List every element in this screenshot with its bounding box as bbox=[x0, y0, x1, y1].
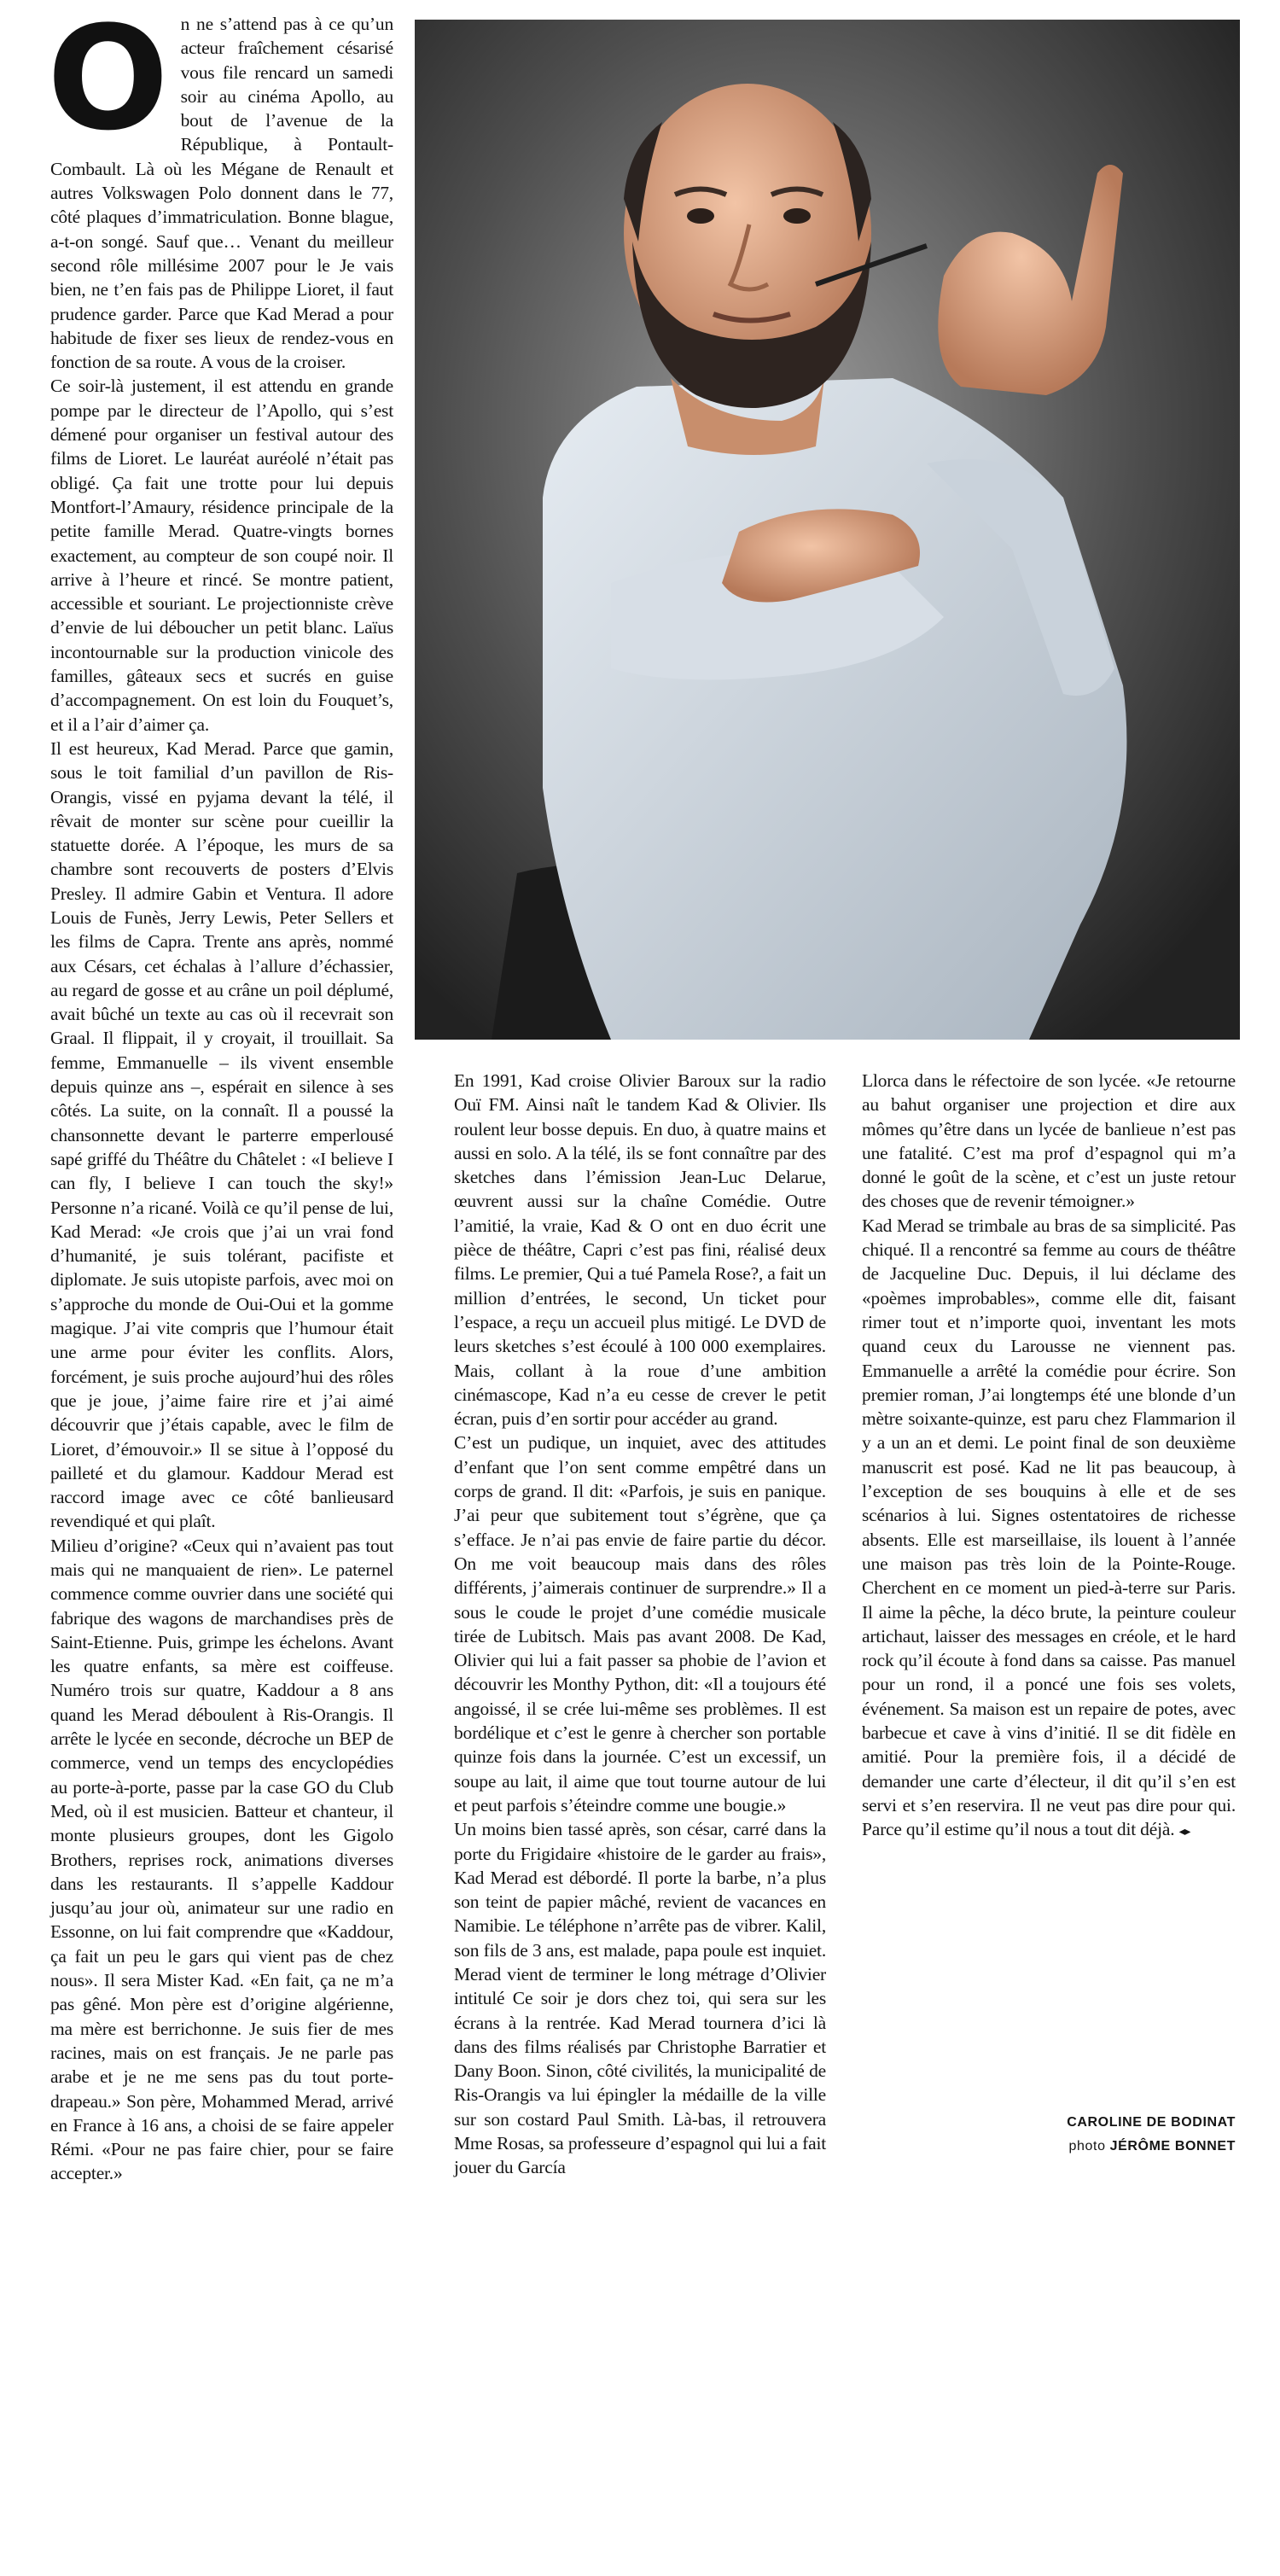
paragraph: n ne s’attend pas à ce qu’un acteur fraîchement césarisé vous file rencard un samedi soir au cinéma Apollo, au bout de l’avenue de la République, à Pontault-Combault. Là où les Mégane de Renault et autres Volkswagen Polo donnent dans le 77, côté plaques d’immatriculation. Bonne blague, a-t-on songé. Sauf que… Venant du meilleur second rôle millésime 2007 pour le Je vais bien, ne t’en fais pas de Philippe Lioret, il faut prudence garder. Parce que Kad Merad a pour habitude de fixer ses lieux de rendez-vous en fonction de sa route. A vous de la croiser. bbox=[50, 14, 393, 373]
end-mark-icon: ◂▸ bbox=[1178, 1826, 1191, 1839]
paragraph: Ce soir-là justement, il est attendu en grande pompe par le directeur de l’Apollo, qui s’est démené pour organiser un festival autour des films de Lioret. Le lauréat auréolé n’était pas obligé. Ça fait une trotte pour lui depuis Montfort-l’Amaury, résidence principale de la petite famille Merad. Quatre-vingts bornes exactement, au compteur de son coupé noir. Il arrive à l’heure et rincé. Se montre patient, accessible et souriant. Le projectionniste crève d’envie de lui déboucher un petit blanc. Laïus incontournable sur la production vinicole des familles, gâteaux secs et sucrés en guise d’accompagnement. On est loin du Fouquet’s, et il a l’air d’aimer ça. bbox=[50, 376, 393, 735]
author-credit: CAROLINE DE BODINAT bbox=[1067, 2115, 1236, 2130]
paragraph: Milieu d’origine? «Ceux qui n’avaient pas tout mais qui ne manquaient de rien». Le paternel commence comme ouvrier dans une société qui fabrique des wagons de marchandises près de Saint-Etienne. Puis, grimpe les échelons. Avant les quatre enfants, sa mère est coiffeuse. Numéro trois sur quatre, Kaddour a 8 ans quand les Merad déboulent à Ris-Orangis. Il arrête le lycée en seconde, décroche un BEP de commerce, vend un temps des encyclopédies au porte-à-porte, passe par la case GO du Club Med, où il est musicien. Batteur et chanteur, il monte plusieurs groupes, dont les Gigolo Brothers, reprises rock, animations diverses dans les restaurants. Il s’appelle Kaddour jusqu’au jour où, animateur sur une radio en Essonne, on lui fait comprendre que «Kaddour, ça fait un peu le gars qui vient pas de chez nous». Il sera Mister Kad. «En fait, ça ne m’a pas gêné. Mon père est d’origine algérienne, ma mère est berrichonne. Je suis fier de mes racines, mais on est français. Je ne parle pas arabe et je ne me sens pas du tout porte-drapeau.» Son père, Mohammed Merad, arrivé en France à 16 ans, a choisi de se faire appeler Rémi. «Pour ne pas faire chier, pour se faire accepter.» bbox=[50, 1535, 393, 2184]
paragraph: Un moins bien tassé après, son césar, carré dans la porte du Frigidaire «histoire de le garder au frais», Kad Merad est débordé. Il porte la barbe, n’a plus son teint de papier mâché, revient de vacances en Namibie. Le téléphone n’arrête pas de vibrer. Kalil, son fils de 3 ans, est malade, papa poule est inquiet. Merad vient de terminer le long métrage d’Olivier intitulé Ce soir je dors chez toi, qui sera sur les écrans à la rentrée. Kad Merad tournera d’ici là dans des films réalisés par Christophe Barratier et Dany Boon. Sinon, côté civilités, la municipalité de Ris-Orangis va lui épingler la médaille de la ville sur son costard Paul Smith. Là-bas, il retrouvera Mme Rosas, sa professeure d’espagnol qui lui a fait jouer du García bbox=[454, 1819, 826, 2178]
paragraph: Llorca dans le réfectoire de son lycée. «Je retourne au bahut organiser une projection et dire aux mômes qu’être dans un lycée de banlieue n’est pas une fatalité. C’est ma prof d’espagnol qui m’a donné le goût de la scène, et c’est un juste retour des choses que de revenir témoigner.» bbox=[862, 1070, 1236, 1212]
portrait-photo bbox=[415, 20, 1240, 1040]
photo-credit bbox=[1024, 2139, 1236, 2154]
paragraph: C’est un pudique, un inquiet, avec des attitudes d’enfant que l’on sent comme empêtré dans un corps de grand. Il dit: «Parfois, je suis en panique. J’ai peur que subitement tout s’égrène, que ça s’efface. Je n’ai pas envie de faire partie du décor. On me voit beaucoup mais dans des rôles différents, j’aimerais continuer de surprendre.» Il a sous le coude le projet d’une comédie musicale tirée de Lubitsch. Mais pas avant 2008. De Kad, Olivier qui lui a fait passer sa phobie de l’avion et découvrir les Monthy Python, dit: «Il a toujours été angoissé, il se crée lui-même ses problèmes. Il est bordélique et c’est le genre à chercher son portable quinze fois dans la journée. C’est un excessif, un soupe au lait, il aime que tout tourne autour de lui et peut parfois s’éteindre comme une bougie.» bbox=[454, 1432, 826, 1815]
photo-credit-label: photo bbox=[1068, 2139, 1106, 2153]
article-column-3 bbox=[862, 1069, 1236, 1845]
drop-cap: O bbox=[47, 0, 169, 162]
paragraph bbox=[862, 1214, 1236, 1845]
article-column-2 bbox=[454, 1069, 826, 2180]
paragraph-text: Kad Merad se trimbale au bras de sa simplicité. Pas chiqué. Il a rencontré sa femme au cours de théâtre de Jacqueline Duc. Depuis, il lui déclame des «poèmes improbables», comme elle dit, faisant rimer tout et n’importe quoi, inventant les mots quand ceux du Larousse ne viennent pas. Emmanuelle a arrêté la comédie pour écrire. Son premier roman, J’ai longtemps été une blonde d’un mètre soixante-quinze, est paru chez Flammarion il y a un an et demi. Le point final de son deuxième manuscrit est posé. Kad ne lit pas beaucoup, à l’exception de ses bouquins à elle et de ses scénarios à lui. Signes ostentatoires de richesse absents. Elle est marseillaise, ils louent à l’année une maison pas très loin de la Pointe-Rouge. Cherchent en ce moment un pied-à-terre sur Paris. Il aime la pêche, la déco brute, la peinture couleur artichaut, laisser des messages en créole, et le hard rock qu’il écoute à fond dans sa caisse. Pas manuel pour un rond, il a poncé une fois ses volets, événement. Sa maison est un repaire de potes, avec barbecue et cave à vins d’initié. Il se dit fidèle en amitié. Pour la première fois, il a décidé de demander une carte d’électeur, il dit qu’il s’en est servi et s’en reservira. Il ne veut pas dire pour qui. Parce qu’il estime qu’il nous a tout dit déjà. bbox=[862, 1215, 1236, 1840]
article-column-1 bbox=[47, 0, 393, 2186]
paragraph: En 1991, Kad croise Olivier Baroux sur la radio Ouï FM. Ainsi naît le tandem Kad & Olivier. Ils roulent leur bosse depuis. En duo, à quatre mains et aussi en solo. A la télé, ils se font connaître par des sketches dans l’émission Jean-Luc Delarue, œuvrent aussi sur la chaîne Comédie. Outre l’amitié, la vraie, Kad & O ont en duo écrit une pièce de théâtre, Capri c’est pas fini, réalisé deux films. Le premier, Qui a tué Pamela Rose?, a fait un million d’entrées, le second, Un ticket pour l’espace, a reçu un accueil plus mitigé. Le DVD de leurs sketches s’est écoulé à 100 000 exemplaires. Mais, collant à la roue d’une ambition cinémascope, Kad n’a eu cesse de crever le petit écran, puis d’en sortir pour accéder au grand. bbox=[454, 1070, 826, 1430]
portrait-illustration bbox=[415, 20, 1240, 1040]
paragraph: Il est heureux, Kad Merad. Parce que gamin, sous le toit familial d’un pavillon de Ris-Orangis, vissé en pyjama devant la télé, il rêvait de monter sur scène pour cueillir la statuette dorée. A l’époque, les murs de sa chambre sont recouverts de posters d’Elvis Presley. Il admire Gabin et Ventura. Il adore Louis de Funès, Jerry Lewis, Peter Sellers et les films de Capra. Trente ans après, nommé aux Césars, cet échalas à l’allure d’échassier, au regard de gosse et au crâne un poil déplumé, avait bûché un texte au cas où il recevrait son Graal. Il flippait, il y croyait, il trouillait. Sa femme, Emmanuelle – ils vivent ensemble depuis quinze ans –, espérait en silence à ses côtés. La suite, on la connaît. Il a poussé la chansonnette devant le parterre emperlousé sapé griffé du Théâtre du Châtelet : «I believe I can fly, I believe I can touch the sky!» Personne n’a ricané. Voilà ce qu’il pense de lui, Kad Merad: «Je crois que j’ai un vrai fond d’humanité, je suis tolérant, pacifiste et diplomate. Je suis utopiste parfois, avec moi on s’approche du monde de Oui-Oui et la gomme magique. J’ai vite compris que l’humour était une arme pour éviter les conflits. Alors, forcément, je suis proche aujourd’hui des rôles que je joue, j’aime faire rire et j’ai aimé découvrir que j’étais capable, avec le film de Lioret, d’émouvoir.» Il se situe à l’opposé du pailleté et du glamour. Kaddour Merad est raccord image avec ce côté banlieusard revendiqué et qui plaît. bbox=[50, 737, 393, 1532]
photographer-name: JÉRÔME BONNET bbox=[1109, 2139, 1236, 2153]
